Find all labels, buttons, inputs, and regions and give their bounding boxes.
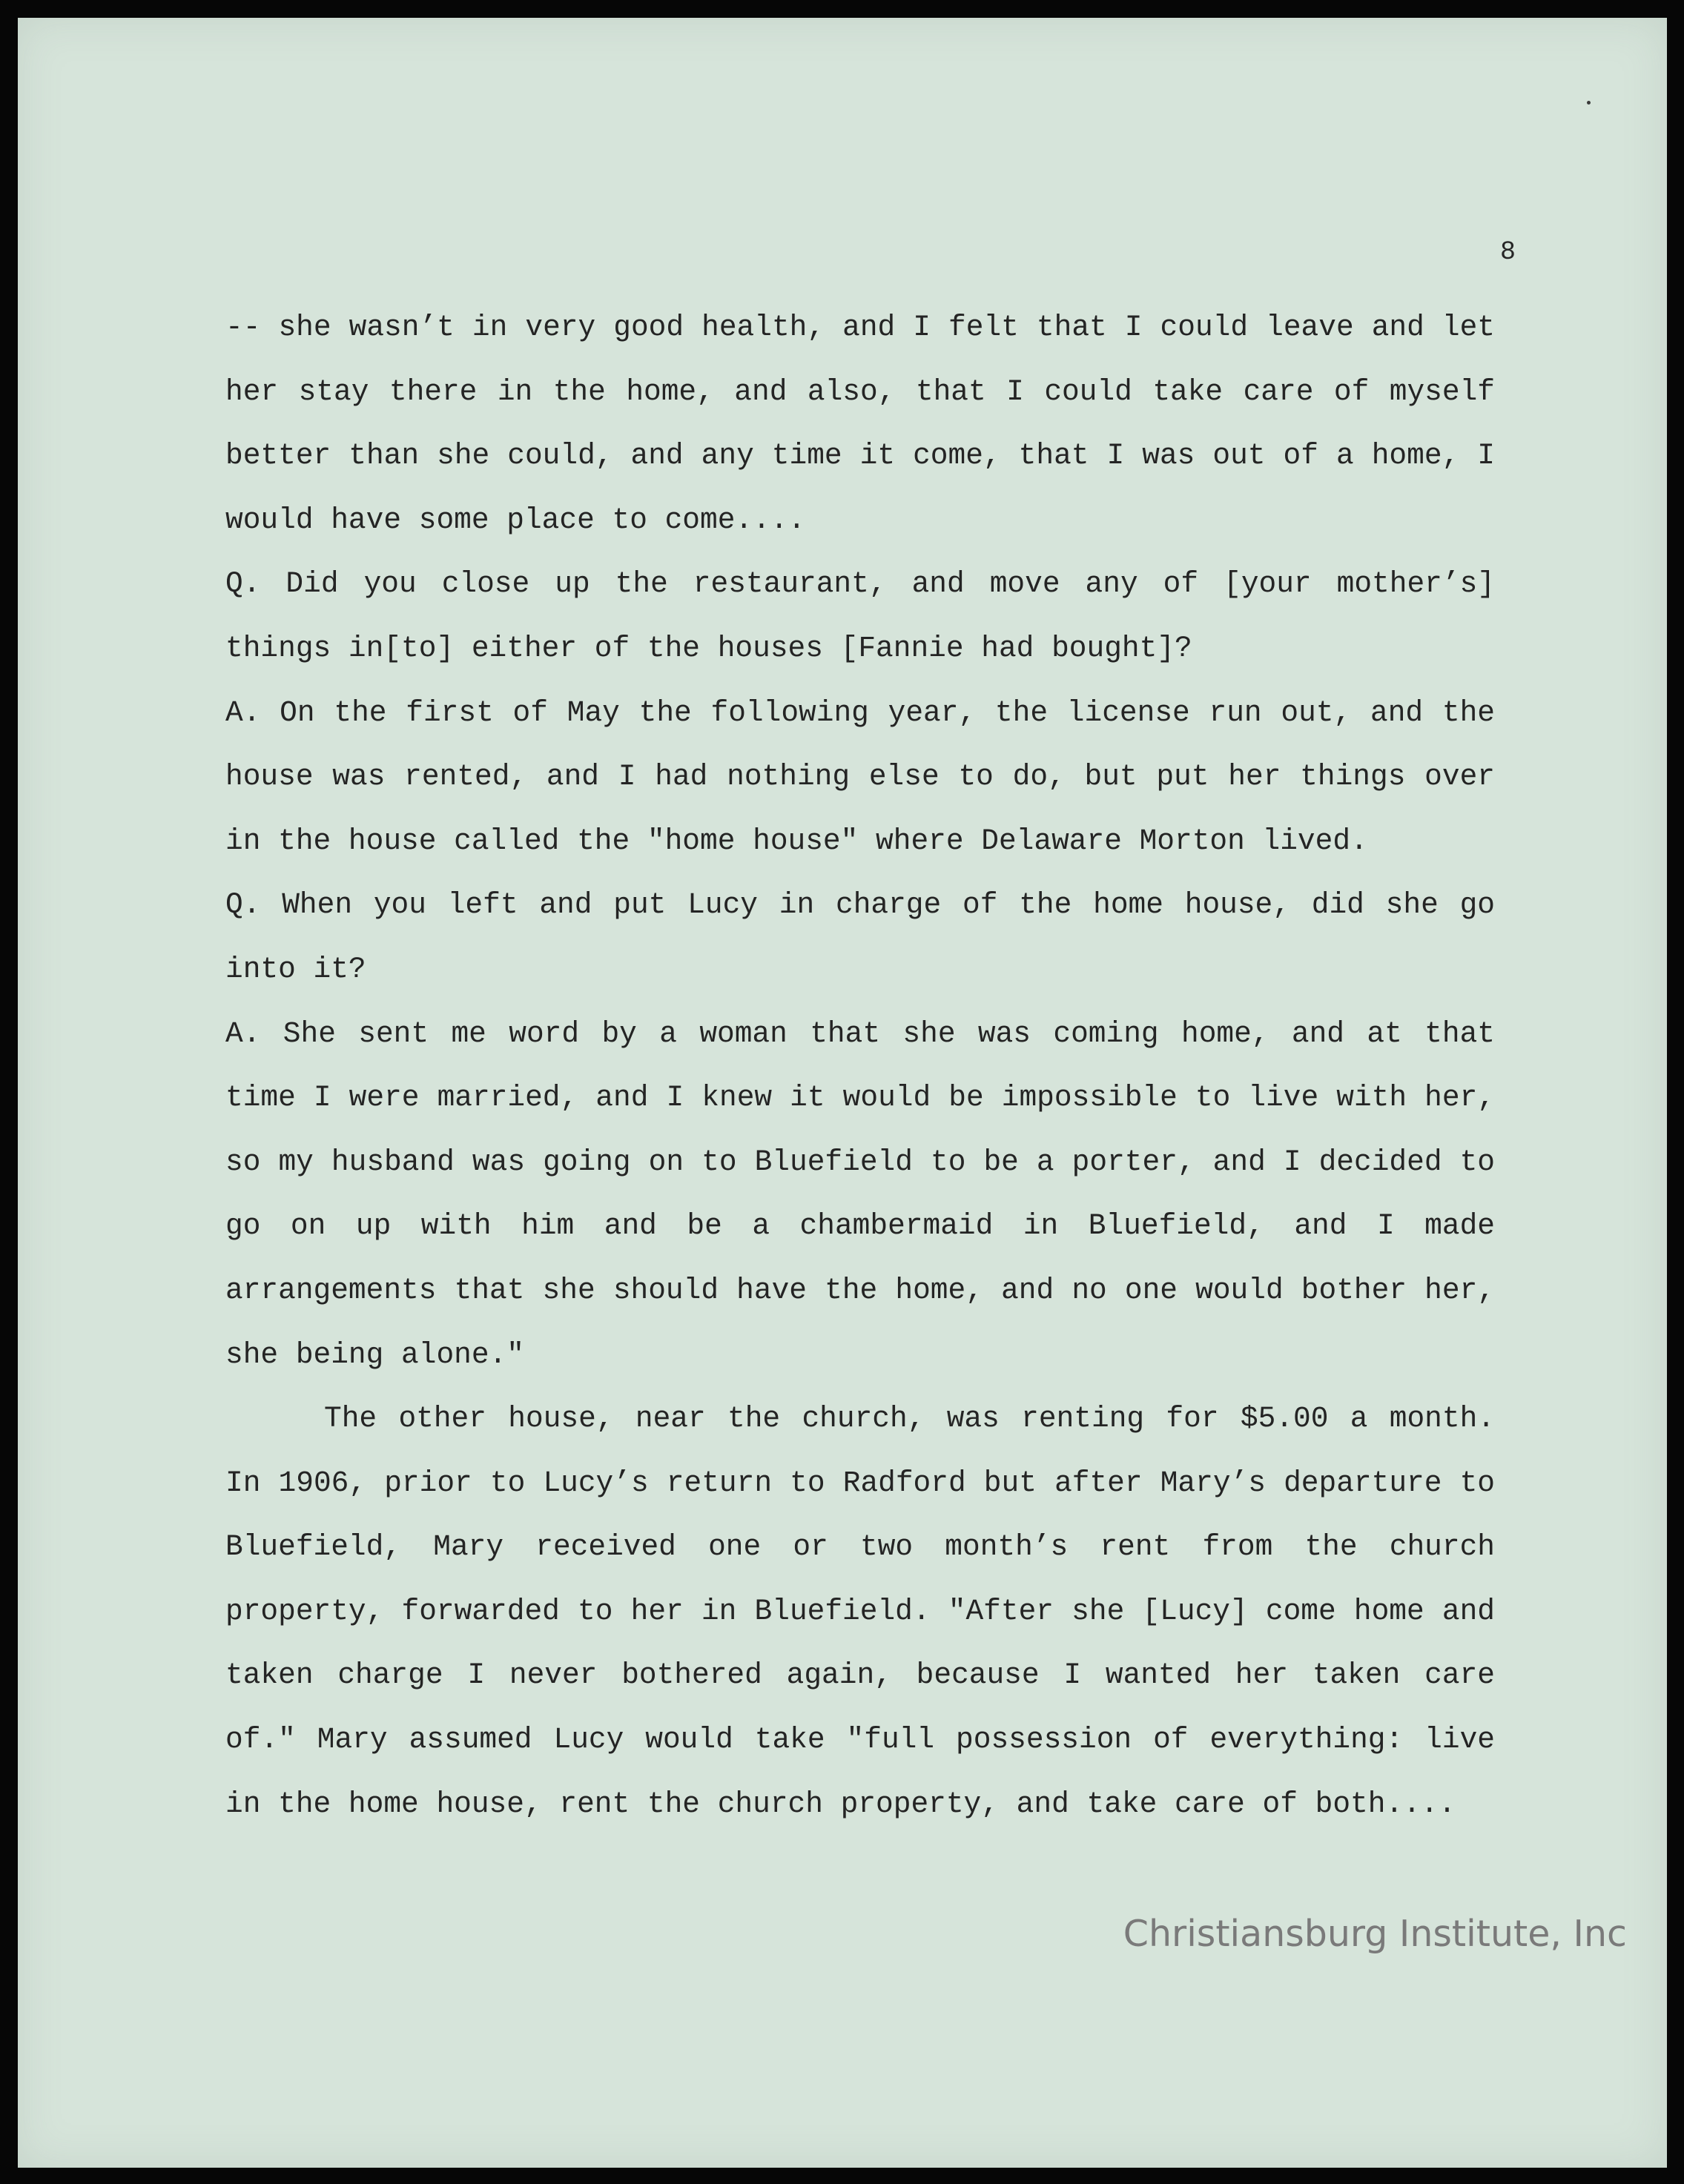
paper-speck: [1587, 101, 1591, 105]
body-text: [225, 296, 1495, 1836]
watermark: Christiansburg Institute, Inc: [1123, 1913, 1627, 1955]
page-number: 8: [1499, 237, 1516, 267]
paragraph-church-house: The other house, near the church, was renting for $5.00 a month. In 1906, prior to Lucy’s return to Radford but after Mary’s departure to Bluefield, Mary received one or two month’s rent from the church property, forwarded to her in Bluefield. "After she [Lucy] come home and taken charge I never bothered again, because I wanted her taken care of." Mary assumed Lucy would take "full possession of everything: live in the home house, rent the church property, and take care of both....: [225, 1402, 1495, 1821]
document-page: [18, 18, 1667, 2168]
paragraph-answer-bluefield: A. She sent me word by a woman that she was coming home, and at that time I were married, and I knew it would be impossible to live with her, so my husband was going on to Bluefield to be a porter, and I decided to go on up with him and be a chambermaid in Bluefield, and I made arrangements that she should have the home, and no one would bother her, she being alone.": [225, 1016, 1495, 1371]
paragraph-question-home-house: Q. When you left and put Lucy in charge of the home house, did she go into it?: [225, 888, 1495, 986]
paragraph-testimony-continued: -- she wasn’t in very good health, and I felt that I could leave and let her stay there in the home, and also, that I could take care of myself better than she could, and any time it come, that I was out of a home, I would have some place to come....: [225, 311, 1495, 537]
paragraph-question-restaurant: Q. Did you close up the restaurant, and move any of [your mother’s] things in[to] either of the houses [Fannie had bought]?: [225, 567, 1495, 665]
paragraph-answer-license: A. On the first of May the following year, the license run out, and the house was rented, and I had nothing else to do, but put her things over in the house called the "home house" where Delaware Morton lived.: [225, 695, 1495, 858]
